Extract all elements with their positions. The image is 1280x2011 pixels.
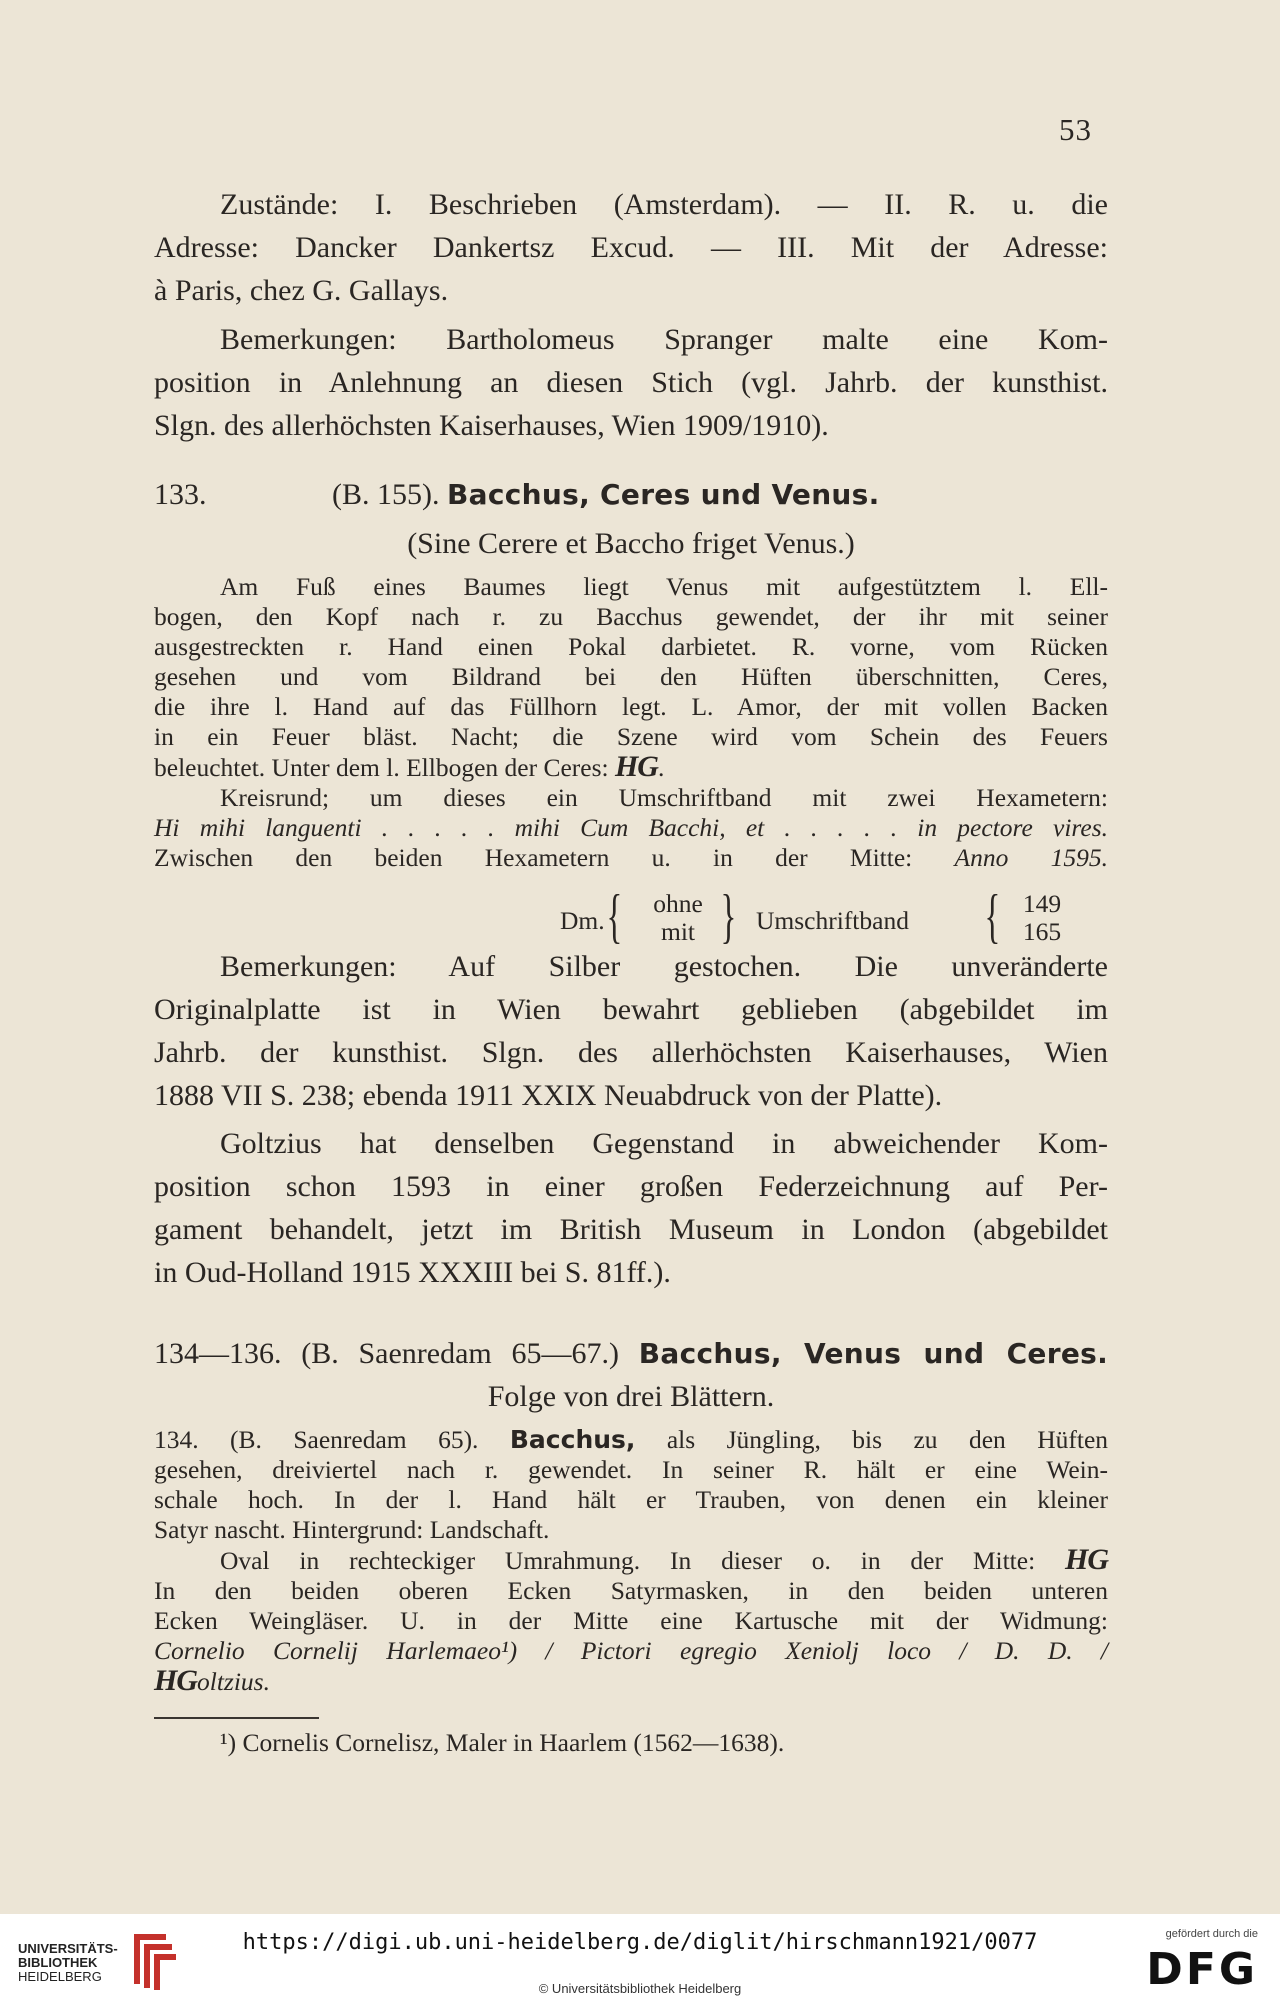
goltzius-paragraph (154, 1122, 1108, 1294)
entry-134-heading (154, 1332, 1108, 1375)
text-line: gesehen, dreiviertel nach r. gewendet. In seiner R. hält er eine Wein- (154, 1455, 1108, 1484)
text-line: Slgn. des allerhöchsten Kaiserhauses, Wien 1909/1910). (154, 409, 829, 442)
left-brace-icon: { (984, 883, 1001, 949)
text-line: position schon 1593 in einer großen Federzeichnung auf Per- (154, 1170, 1108, 1203)
text-line (154, 1425, 1108, 1455)
entry-133-description (154, 572, 1108, 873)
entry-number: 133. (154, 478, 207, 511)
entry-title-line (332, 478, 880, 512)
text-line (154, 1332, 1108, 1375)
goltzius-monogram: HG (1065, 1543, 1108, 1576)
entry-reference: (B. Saenredam 65—67.) (301, 1337, 619, 1370)
dfg-logo: DFG (1146, 1944, 1258, 1995)
text-line (154, 1666, 1108, 1697)
text-segment: Zwischen den beiden Hexametern u. in der Mitte: (154, 843, 913, 872)
dimensions-row (560, 884, 1090, 954)
dimension-values (1012, 890, 1072, 946)
sub-entry-title: Bacchus, (509, 1425, 636, 1454)
left-brace-icon: { (606, 883, 623, 949)
text-line (154, 843, 1108, 873)
document-url[interactable]: https://digi.ub.uni-heidelberg.de/diglit/hirschmann1921/0077 (242, 1930, 1038, 1955)
text-line (154, 1636, 1108, 1666)
anno-date: Anno 1595. (954, 843, 1109, 872)
bemerkungen-paragraph-132 (154, 318, 1108, 447)
dimension-value: 165 (1022, 917, 1062, 946)
text-line: bogen, den Kopf nach r. zu Bacchus gewendet, der ihr mit seiner (154, 602, 1108, 631)
right-brace-icon: } (720, 883, 737, 949)
text-line: à Paris, chez G. Gallays. (154, 274, 449, 307)
funding-note: gefördert durch die (1165, 1928, 1258, 1940)
text-line (154, 813, 1108, 843)
footnote-rule (154, 1717, 319, 1719)
text-line (154, 1545, 1108, 1576)
ohne-mit-stack (638, 890, 718, 946)
mit-label: mit (660, 917, 695, 946)
text-line: In den beiden oberen Ecken Satyrmasken, in den beiden unteren (154, 1576, 1108, 1605)
zustaende-paragraph (154, 183, 1108, 312)
text-line: schale hoch. In der l. Hand hält er Trauben, von denen ein kleiner (154, 1485, 1108, 1514)
text-line: in ein Feuer bläst. Nacht; die Szene wird vom Schein des Feuers (154, 722, 1108, 751)
text-line: Originalplatte ist in Wien bewahrt geblieben (abgebildet im (154, 993, 1108, 1026)
text-line: Adresse: Dancker Dankertsz Excud. — III. Mit der Adresse: (154, 231, 1108, 264)
entry-134-description (154, 1425, 1108, 1697)
text-line: ausgestreckten r. Hand einen Pokal darbietet. R. vorne, vom Rücken (154, 632, 1108, 661)
footnote: ¹) Cornelis Cornelisz, Maler in Haarlem (1562—1638). (220, 1728, 785, 1757)
text-line: Am Fuß eines Baumes liegt Venus mit aufgestütztem l. Ell- (220, 572, 1108, 601)
text-line: die ihre l. Hand auf das Füllhorn legt. L. Amor, der mit vollen Backen (154, 692, 1108, 721)
text-line: position in Anlehnung an diesen Stich (vgl. Jahrb. der kunsthist. (154, 366, 1108, 399)
text-line: Ecken Weingläser. U. in der Mitte eine Kartusche mit der Widmung: (154, 1606, 1108, 1635)
library-line: BIBLIOTHEK (18, 1955, 98, 1970)
dedication-text: Cornelio Cornelij Harlemaeo¹) / Pictori egregio Xeniolj loco / D. D. / (154, 1636, 1108, 1665)
library-line: UNIVERSITÄTS- (18, 1941, 118, 1956)
umschriftband-label: Umschriftband (756, 906, 909, 935)
text-line: Zustände: I. Beschrieben (Amsterdam). — II. R. u. die (220, 188, 1108, 221)
text-segment: Oval in rechteckiger Umrahmung. In dieser o. in der Mitte: (220, 1546, 1036, 1575)
text-line: in Oud-Holland 1915 XXXIII bei S. 81ff.). (154, 1256, 671, 1289)
bemerkungen-paragraph-133 (154, 945, 1108, 1117)
ohne-label: ohne (653, 889, 703, 918)
page-number: 53 (1059, 112, 1092, 147)
text-segment: beleuchtet. Unter dem l. Ellbogen der Ceres: (154, 753, 609, 782)
copyright-notice: © Universitätsbibliothek Heidelberg (538, 1981, 742, 1996)
dimension-value: 149 (1022, 889, 1062, 918)
text-line: gesehen und vom Bildrand bei den Hüften überschnitten, Ceres, (154, 662, 1108, 691)
entry-133-subtitle: (Sine Cerere et Baccho friget Venus.) (407, 527, 855, 560)
library-line: HEIDELBERG (18, 1969, 102, 1984)
text-line: 1888 VII S. 238; ebenda 1911 XXIX Neuabdruck von der Platte). (154, 1079, 943, 1112)
text-line: Goltzius hat denselben Gegenstand in abweichender Kom- (220, 1127, 1108, 1160)
text-segment: als Jüngling, bis zu den Hüften (666, 1425, 1109, 1454)
goltzius-monogram: HG (154, 1664, 197, 1697)
goltzius-monogram: HG (614, 750, 658, 783)
hexameter-text: Hi mihi languenti . . . . . mihi Cum Bacchi, et . . . . . in pectore vires. (154, 813, 1108, 842)
signature-text: oltzius. (197, 1667, 270, 1696)
sub-entry-reference: 134. (B. Saenredam 65). (154, 1425, 479, 1454)
entry-134-subtitle: Folge von drei Blättern. (487, 1380, 775, 1413)
text-line: Jahrb. der kunsthist. Slgn. des allerhöchsten Kaiserhauses, Wien (154, 1036, 1108, 1069)
entry-title: Bacchus, Venus und Ceres. (638, 1337, 1109, 1370)
entry-title: Bacchus, Ceres und Venus. (447, 478, 880, 511)
entry-reference: (B. 155). (332, 478, 440, 511)
entry-number: 134—136. (154, 1337, 282, 1370)
text-line: Bemerkungen: Bartholomeus Spranger malte eine Kom- (220, 323, 1108, 356)
text-line: beleuchtet. Unter dem l. Ellbogen der Ceres: HG. (154, 750, 665, 783)
dimensions-label: Dm. (560, 906, 605, 935)
text-line: Kreisrund; um dieses ein Umschriftband mit zwei Hexametern: (220, 783, 1108, 812)
text-line: gament behandelt, jetzt im British Museum in London (abgebildet (154, 1213, 1108, 1246)
footer-bar (0, 1914, 1280, 2011)
text-line: Satyr nascht. Hintergrund: Landschaft. (154, 1515, 550, 1544)
text-line: Bemerkungen: Auf Silber gestochen. Die unveränderte (220, 950, 1108, 983)
